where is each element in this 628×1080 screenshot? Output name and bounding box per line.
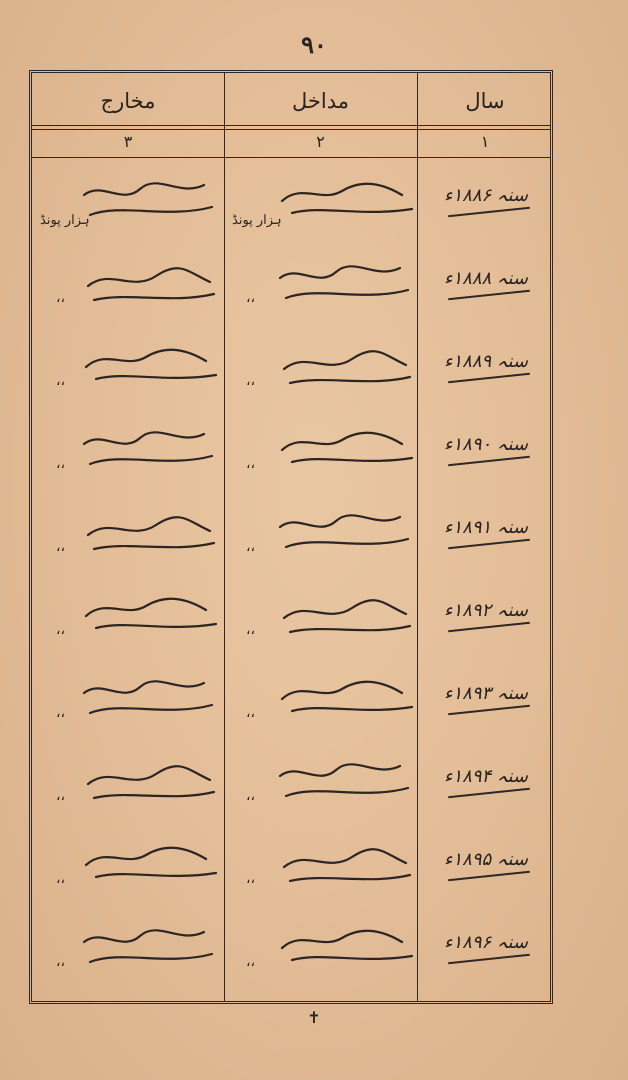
year-cell: سنہ ۱۸۸۹ء [444,351,528,372]
income-ditto-mark: ،، [246,705,256,721]
year-flourish [448,207,530,218]
year-flourish [448,788,530,799]
year-cell: سنہ ۱۸۹۵ء [444,849,528,870]
expense-ditto-mark: ،، [56,622,66,638]
expense-handwritten-value [76,422,226,478]
year-flourish [448,705,530,716]
income-handwritten-value [272,256,422,312]
income-ditto-mark: ،، [246,539,256,555]
table-row [32,414,550,494]
table-row [32,497,550,577]
year-flourish [448,456,530,467]
table-row [32,663,550,743]
year-cell: سنہ ۱۸۹۴ء [444,766,528,787]
income-handwritten-value [272,837,422,893]
income-ditto-mark: ،، [246,373,256,389]
expense-handwritten-value [76,837,226,893]
income-ditto-mark: ،، [246,290,256,306]
year-cell: سنہ ۱۸۹۶ء [444,932,528,953]
expense-handwritten-value [76,505,226,561]
column-number-expense: ۳ [123,132,133,151]
ledger-table [29,70,553,1004]
expense-handwritten-value [76,920,226,976]
header-rule-bottom [32,157,550,158]
expense-handwritten-value [76,339,226,395]
year-cell: سنہ ۱۸۹۳ء [444,683,528,704]
year-flourish [448,290,530,301]
expense-handwritten-value [76,173,226,229]
table-row [32,580,550,660]
income-handwritten-value [272,754,422,810]
income-ditto-mark: ،، [246,622,256,638]
income-ditto-mark: ،، [246,871,256,887]
header-expense: مخارج [100,89,156,113]
expense-handwritten-value [76,588,226,644]
footer-mark: ✝ [307,1008,321,1027]
expense-ditto-mark: ،، [56,539,66,555]
expense-handwritten-value [76,754,226,810]
header-rule-top [32,125,550,126]
year-flourish [448,954,530,965]
page-number: ۹۰ [301,30,327,59]
year-cell: سنہ ۱۸۸۶ء [444,185,528,206]
expense-ditto-mark: ،، [56,373,66,389]
expense-ditto-mark: ،، [56,871,66,887]
income-handwritten-value [272,422,422,478]
expense-handwritten-value [76,671,226,727]
year-cell: سنہ ۱۸۸۸ء [444,268,528,289]
year-flourish [448,871,530,882]
table-row [32,746,550,826]
column-number-income: ۲ [316,132,325,151]
income-handwritten-value [272,588,422,644]
table-row [32,331,550,411]
year-flourish [448,539,530,550]
income-handwritten-value [272,339,422,395]
year-cell: سنہ ۱۸۹۱ء [444,517,528,538]
income-ditto-mark: ،، [246,456,256,472]
header-income: مداخل [292,89,349,113]
table-row [32,829,550,909]
table-row [32,165,550,245]
table-row [32,912,550,992]
table-row [32,248,550,328]
income-handwritten-value [272,505,422,561]
expense-ditto-mark: ،، [56,954,66,970]
expense-ditto-mark: ،، [56,705,66,721]
expense-ditto-mark: ،، [56,456,66,472]
column-number-year: ۱ [480,132,490,151]
header-year: سال [465,89,505,113]
income-handwritten-value [272,671,422,727]
income-ditto-mark: ،، [246,788,256,804]
year-flourish [448,622,530,633]
expense-handwritten-value [76,256,226,312]
expense-unit: ہزار پونڈ [40,213,90,228]
year-cell: سنہ ۱۸۹۲ء [444,600,528,621]
expense-ditto-mark: ،، [56,788,66,804]
expense-ditto-mark: ،، [56,290,66,306]
income-handwritten-value [272,920,422,976]
income-ditto-mark: ،، [246,954,256,970]
year-flourish [448,373,530,384]
income-handwritten-value [272,173,422,229]
year-cell: سنہ ۱۸۹۰ء [444,434,528,455]
income-unit: ہزار پونڈ [232,213,282,228]
